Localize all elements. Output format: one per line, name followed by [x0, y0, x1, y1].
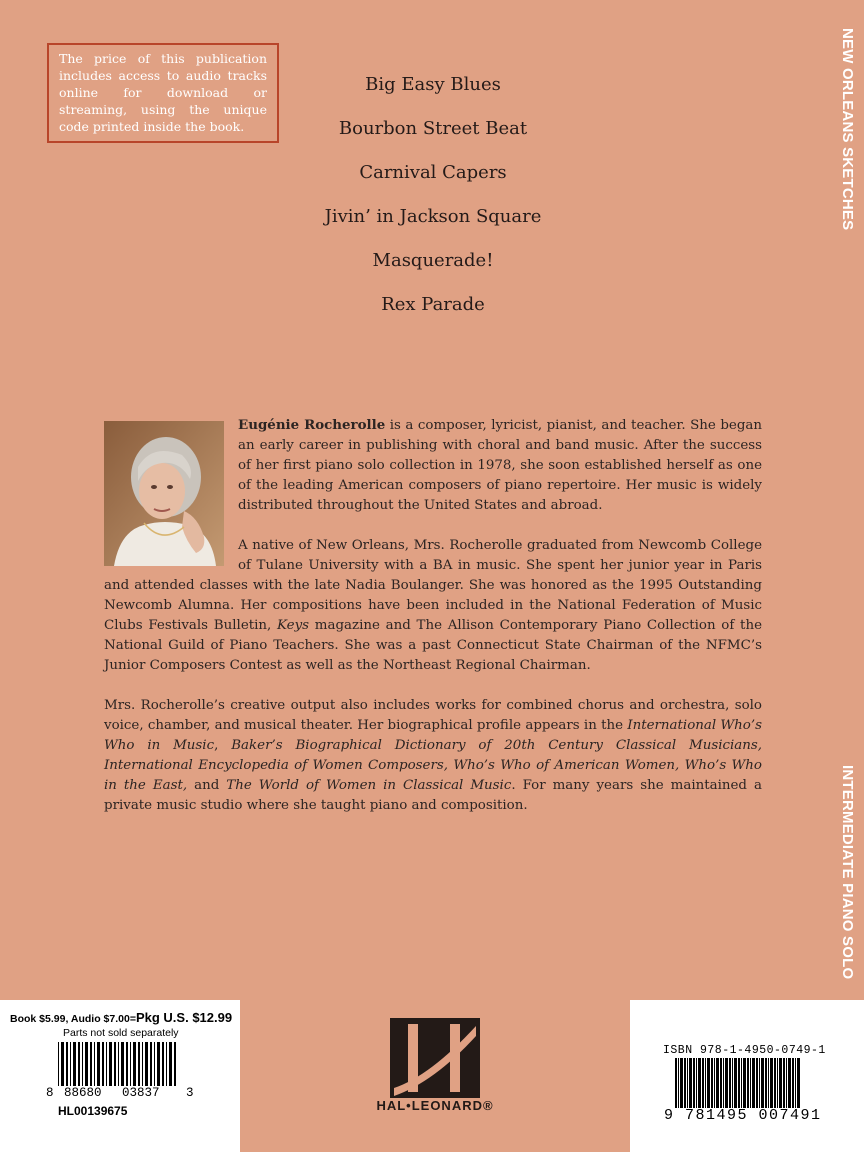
barcode-bar [693, 1058, 695, 1108]
barcode-bar [770, 1058, 773, 1108]
barcode-bar [145, 1042, 148, 1086]
barcode-bar [698, 1058, 701, 1108]
barcode-bar [118, 1042, 119, 1086]
barcode-bar [684, 1058, 686, 1108]
barcode-bar [689, 1058, 692, 1108]
barcode-bar [768, 1058, 769, 1108]
bio-italic: The World of Women in Classical Music [226, 778, 512, 793]
barcode-bar [61, 1042, 64, 1086]
barcode-bar [741, 1058, 742, 1108]
barcode-bar [734, 1058, 737, 1108]
spine-subtitle: INTERMEDIATE PIANO SOLO [839, 765, 856, 980]
barcode-bar [797, 1058, 800, 1108]
barcode-bar [94, 1042, 95, 1086]
product-code: HL00139675 [58, 1104, 128, 1118]
bio-paragraph [104, 696, 762, 816]
song-title: Bourbon Street Beat [338, 118, 528, 139]
isbn-box [630, 1000, 864, 1152]
barcode-bar [73, 1042, 76, 1086]
audio-notice: The price of this publication includes access to audio tracks online for download or streaming, using the unique code printed inside the book. [47, 43, 279, 143]
upc-first-digit: 8 [46, 1086, 54, 1100]
package-price: Pkg U.S. $12.99 [135, 1010, 233, 1025]
isbn-barcode [675, 1058, 801, 1108]
barcode-bar [678, 1058, 679, 1108]
barcode-bar [765, 1058, 767, 1108]
barcode-bar [78, 1042, 80, 1086]
barcode-bar [725, 1058, 728, 1108]
barcode-bar [777, 1058, 778, 1108]
barcode-bar [162, 1042, 164, 1086]
song-title: Big Easy Blues [365, 74, 501, 95]
upc-right-group: 03837 [122, 1086, 160, 1100]
barcode-bar [711, 1058, 713, 1108]
barcode-bar [743, 1058, 746, 1108]
barcode-bar [747, 1058, 749, 1108]
parts-note: Parts not sold separately [63, 1027, 179, 1039]
barcode-bar [783, 1058, 785, 1108]
barcode-bar [732, 1058, 733, 1108]
price-box [0, 1000, 240, 1152]
upc-left-group: 88680 [64, 1086, 102, 1100]
barcode-bar [702, 1058, 704, 1108]
barcode-bar [106, 1042, 107, 1086]
isbn-digits: 9 781495 007491 [664, 1107, 822, 1124]
barcode-bar [90, 1042, 92, 1086]
author-bio [104, 415, 762, 836]
barcode-bar [58, 1042, 59, 1086]
barcode-bar [759, 1058, 760, 1108]
bio-italic: Baker’s Biographical Dictionary of 20th Century Classical Musicians, International Encyclopedia of Women Composers, Who’s Who of American Women, Who’s Who in the East, [104, 738, 762, 793]
bio-text: is a composer, lyricist, pianist, and teacher. She began an early career in publishing with choral and band music. After the success of her first piano solo collection in 1978, she soon established herself as one of the leading American composers of piano repertoire. Her music is widely distributed throughout the United States and abroad. [238, 418, 762, 513]
barcode-bar [130, 1042, 131, 1086]
barcode-bar [174, 1042, 176, 1086]
isbn-label: ISBN 978-1-4950-0749-1 [663, 1044, 826, 1057]
price-line [10, 1010, 232, 1025]
barcode-bar [795, 1058, 796, 1108]
barcode-bar [70, 1042, 71, 1086]
barcode-bar [121, 1042, 124, 1086]
bio-text: and [187, 778, 227, 793]
song-title: Jivin’ in Jackson Square [324, 206, 542, 227]
barcode-bar [109, 1042, 112, 1086]
barcode-bar [786, 1058, 787, 1108]
barcode-bar [714, 1058, 715, 1108]
barcode-bar [774, 1058, 776, 1108]
barcode-bar [738, 1058, 740, 1108]
barcode-bar [687, 1058, 688, 1108]
song-title: Masquerade! [372, 250, 494, 271]
upc-barcode [58, 1042, 180, 1086]
bio-italic: Keys [277, 618, 310, 633]
barcode-bar [675, 1058, 677, 1108]
barcode-bar [157, 1042, 160, 1086]
author-name: Eugénie Rocherolle [238, 417, 386, 433]
barcode-bar [66, 1042, 68, 1086]
barcode-bar [102, 1042, 104, 1086]
barcode-bar [696, 1058, 697, 1108]
barcode-bar [729, 1058, 731, 1108]
barcode-bar [792, 1058, 794, 1108]
barcode-bar [716, 1058, 719, 1108]
bio-italic: International Who’s Who in Music [104, 718, 762, 753]
publisher-name: HAL•LEONARD® [376, 1098, 494, 1113]
spine-title: NEW ORLEANS SKETCHES [839, 28, 856, 231]
bio-text: , [214, 738, 232, 753]
barcode-bar [85, 1042, 88, 1086]
hal-leonard-logo-icon [390, 1018, 480, 1098]
song-title: Rex Parade [381, 294, 485, 315]
barcode-bar [154, 1042, 155, 1086]
barcode-bar [82, 1042, 83, 1086]
barcode-bar [761, 1058, 764, 1108]
barcode-bar [705, 1058, 706, 1108]
barcode-bar [97, 1042, 100, 1086]
barcode-bar [779, 1058, 782, 1108]
barcode-bar [750, 1058, 751, 1108]
bio-text: magazine and The Allison Contemporary Piano Collection of the National Guild of Piano Teachers. She was a past Connecticut State Chairman of the NFMC’s Junior Composers Contest as well as the Northeast Regional Chairman. [104, 618, 762, 673]
barcode-bar [707, 1058, 710, 1108]
barcode-bar [114, 1042, 116, 1086]
song-title: Carnival Capers [359, 162, 507, 183]
barcode-bar [169, 1042, 172, 1086]
barcode-bar [723, 1058, 724, 1108]
barcode-bar [126, 1042, 128, 1086]
barcode-bar [142, 1042, 143, 1086]
bio-text: A native of New Orleans, Mrs. Rocherolle graduated from Newcomb College of Tulane University with a BA in music. She spent her junior year in Paris and attended classes with the late Nadia Boulanger. She was honored as the 1995 Outstanding Newcomb Alumna. Her compositions have been included in the National Federation of Music Clubs Festivals Bulletin, [104, 538, 762, 633]
barcode-bar [166, 1042, 167, 1086]
publisher-logo [240, 1000, 630, 1152]
barcode-bar [138, 1042, 140, 1086]
photo-spacer [104, 415, 224, 565]
barcode-bar [720, 1058, 722, 1108]
bio-text: Mrs. Rocherolle’s creative output also includes works for combined chorus and orchestra, solo voice, chamber, and musical theater. Her biographical profile appears in the [104, 698, 762, 733]
barcode-bar [752, 1058, 755, 1108]
price-breakdown: Book $5.99, Audio $7.00= [10, 1013, 136, 1025]
barcode-bar [680, 1058, 683, 1108]
barcode-bar [150, 1042, 152, 1086]
barcode-bar [133, 1042, 136, 1086]
barcode-bar [756, 1058, 758, 1108]
bio-text: . For many years she maintained a private music studio where she taught piano and composition. [104, 778, 762, 813]
upc-last-digit: 3 [186, 1086, 194, 1100]
barcode-bar [788, 1058, 791, 1108]
song-list [300, 70, 566, 334]
